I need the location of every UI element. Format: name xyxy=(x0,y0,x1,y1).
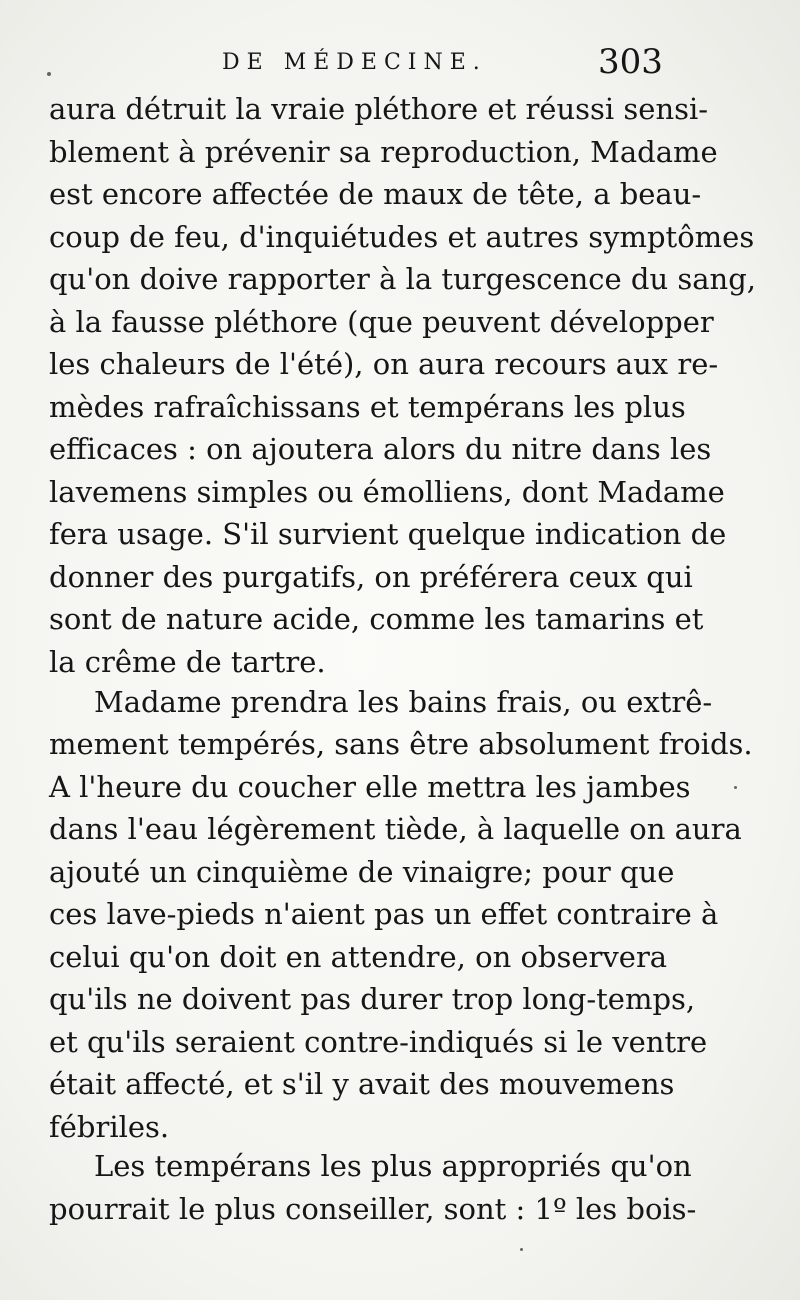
text-line: Madame prendra les bains frais, ou extrê- xyxy=(94,685,713,719)
paper-speck xyxy=(734,786,737,789)
text-line: les chaleurs de l'été), on aura recours aux re- xyxy=(49,347,719,381)
text-line: à la fausse pléthore (que peuvent développer xyxy=(49,305,714,339)
text-line: qu'on doive rapporter à la turgescence du sang, xyxy=(49,262,757,296)
text-line: donner des purgatifs, on préférera ceux qui xyxy=(49,560,693,594)
text-line: fera usage. S'il survient quelque indication de xyxy=(49,517,727,551)
text-line: est encore affectée de maux de tête, a beau- xyxy=(49,177,702,211)
text-line: ces lave-pieds n'aient pas un effet contraire à xyxy=(49,897,719,931)
text-line: blement à prévenir sa reproduction, Madame xyxy=(49,135,718,169)
text-line: aura détruit la vraie pléthore et réussi sensi- xyxy=(49,92,709,126)
text-line: mèdes rafraîchissans et tempérans les plus xyxy=(49,390,686,424)
text-line: la crême de tartre. xyxy=(49,645,326,679)
text-line: efficaces : on ajoutera alors du nitre dans les xyxy=(49,432,712,466)
paper-speck xyxy=(47,72,51,76)
text-line: A l'heure du coucher elle mettra les jambes xyxy=(49,770,691,804)
text-line: coup de feu, d'inquiétudes et autres symptômes xyxy=(49,220,755,254)
text-line: fébriles. xyxy=(49,1110,170,1144)
text-line: lavemens simples ou émolliens, dont Madame xyxy=(49,475,725,509)
text-line: Les tempérans les plus appropriés qu'on xyxy=(94,1149,692,1183)
running-head: DE MÉDECINE. xyxy=(222,50,487,75)
page-number: 303 xyxy=(598,42,663,82)
text-line: celui qu'on doit en attendre, on observera xyxy=(49,940,668,974)
text-line: pourrait le plus conseiller, sont : 1º les bois- xyxy=(49,1192,697,1226)
text-line: mement tempérés, sans être absolument froids. xyxy=(49,727,753,761)
text-line: qu'ils ne doivent pas durer trop long-temps, xyxy=(49,982,696,1016)
text-line: ajouté un cinquième de vinaigre; pour que xyxy=(49,855,675,889)
text-line: et qu'ils seraient contre-indiqués si le ventre xyxy=(49,1025,708,1059)
text-line: dans l'eau légèrement tiède, à laquelle on aura xyxy=(49,812,742,846)
text-line: sont de nature acide, comme les tamarins et xyxy=(49,602,704,636)
paper-speck xyxy=(520,1248,523,1251)
text-line: était affecté, et s'il y avait des mouvemens xyxy=(49,1067,675,1101)
